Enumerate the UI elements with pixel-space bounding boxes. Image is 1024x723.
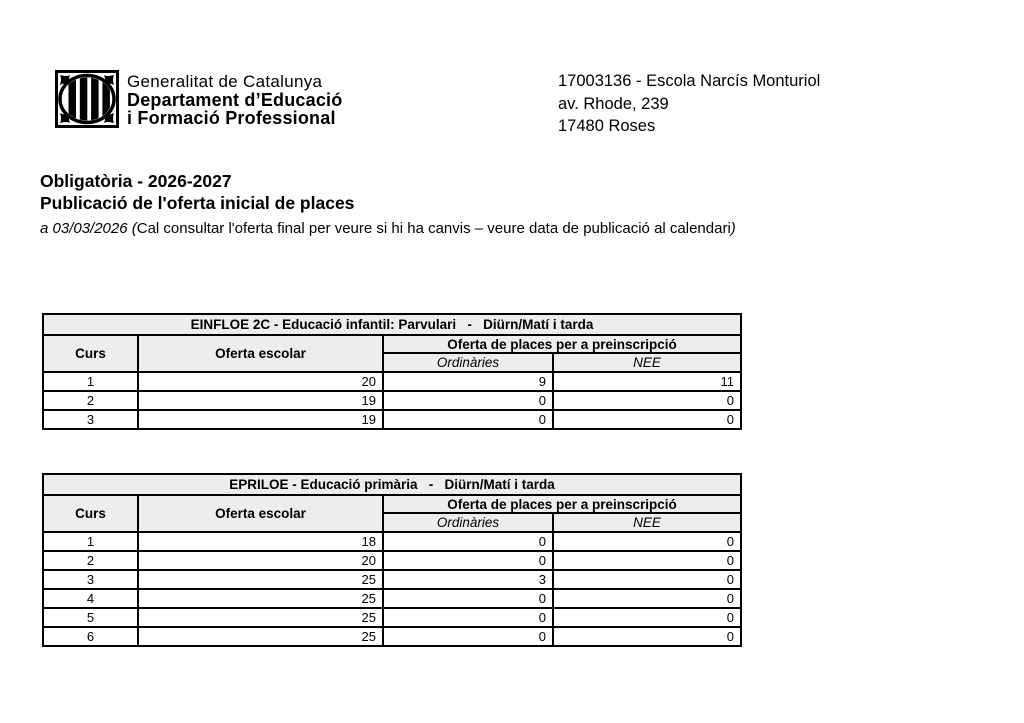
cell-oferta-escolar: 20 — [138, 372, 383, 391]
offer-table-eprilo — [42, 473, 742, 647]
col-header-oferta-escolar: Oferta escolar — [138, 495, 383, 532]
cell-ordinaries: 0 — [383, 410, 553, 429]
cell-oferta-escolar: 19 — [138, 410, 383, 429]
cell-nee: 0 — [553, 608, 741, 627]
note-close: ) — [730, 220, 736, 237]
organization-block — [127, 73, 342, 127]
cell-curs: 3 — [43, 410, 138, 429]
cell-oferta-escolar: 25 — [138, 570, 383, 589]
note-date: a 03/03/2026 ( — [40, 220, 137, 237]
cell-oferta-escolar: 25 — [138, 627, 383, 646]
table-header-row — [43, 495, 741, 513]
generalitat-logo-icon — [55, 70, 119, 128]
cell-ordinaries: 0 — [383, 627, 553, 646]
cell-curs: 2 — [43, 551, 138, 570]
col-header-ordinaries: Ordinàries — [383, 513, 553, 532]
col-header-curs: Curs — [43, 495, 138, 532]
table-title-row — [43, 314, 741, 335]
col-header-nee: NEE — [553, 513, 741, 532]
cell-ordinaries: 0 — [383, 551, 553, 570]
table-row — [43, 410, 741, 429]
cell-ordinaries: 3 — [383, 570, 553, 589]
cell-oferta-escolar: 19 — [138, 391, 383, 410]
cell-ordinaries: 0 — [383, 391, 553, 410]
publication-note — [40, 218, 736, 240]
col-header-preinscripcio: Oferta de places per a preinscripció — [383, 335, 741, 353]
school-city: 17480 Roses — [558, 117, 656, 135]
cell-ordinaries: 9 — [383, 372, 553, 391]
org-name: Generalitat de Catalunya — [127, 72, 323, 91]
cell-nee: 0 — [553, 570, 741, 589]
cell-oferta-escolar: 25 — [138, 608, 383, 627]
table-title-row — [43, 474, 741, 495]
cell-oferta-escolar: 20 — [138, 551, 383, 570]
org-department: Departament d’Educació — [127, 90, 343, 110]
school-street: av. Rhode, 239 — [558, 94, 669, 113]
table-title: EPRILOE - Educació primària - Diürn/Matí i tarda — [43, 474, 741, 495]
table-row — [43, 372, 741, 391]
table-row — [43, 627, 741, 646]
title-block — [40, 170, 736, 240]
table-title: EINFLOE 2C - Educació infantil: Parvulari - Diürn/Matí i tarda — [43, 314, 741, 335]
cell-ordinaries: 0 — [383, 532, 553, 551]
cell-oferta-escolar: 18 — [138, 532, 383, 551]
col-header-nee: NEE — [553, 353, 741, 372]
cell-curs: 3 — [43, 570, 138, 589]
col-header-preinscripcio: Oferta de places per a preinscripció — [383, 495, 741, 513]
col-header-curs: Curs — [43, 335, 138, 372]
table-row — [43, 532, 741, 551]
cell-nee: 0 — [553, 410, 741, 429]
cell-nee: 0 — [553, 627, 741, 646]
org-department-2: i Formació Professional — [127, 108, 336, 128]
cell-curs: 1 — [43, 532, 138, 551]
table-row — [43, 589, 741, 608]
school-address-block — [558, 70, 820, 138]
stage-year-title: Obligatòria - 2026-2027 — [40, 171, 232, 191]
cell-curs: 6 — [43, 627, 138, 646]
col-header-ordinaries: Ordinàries — [383, 353, 553, 372]
cell-nee: 0 — [553, 589, 741, 608]
publication-title: Publicació de l'oferta inicial de places — [40, 193, 355, 213]
note-body: Cal consultar l'oferta final per veure si hi ha canvis – veure data de publicació al calendari — [136, 220, 731, 237]
school-code-name: 17003136 - Escola Narcís Monturiol — [558, 72, 821, 90]
cell-nee: 0 — [553, 391, 741, 410]
table-header-row — [43, 335, 741, 353]
col-header-oferta-escolar: Oferta escolar — [138, 335, 383, 372]
table-row — [43, 608, 741, 627]
table-row — [43, 391, 741, 410]
cell-curs: 1 — [43, 372, 138, 391]
cell-curs: 5 — [43, 608, 138, 627]
cell-oferta-escolar: 25 — [138, 589, 383, 608]
cell-curs: 2 — [43, 391, 138, 410]
cell-curs: 4 — [43, 589, 138, 608]
cell-ordinaries: 0 — [383, 589, 553, 608]
cell-nee: 11 — [553, 372, 741, 391]
cell-ordinaries: 0 — [383, 608, 553, 627]
offer-table-einfloe — [42, 313, 742, 430]
cell-nee: 0 — [553, 551, 741, 570]
table-row — [43, 570, 741, 589]
table-row — [43, 551, 741, 570]
cell-nee: 0 — [553, 532, 741, 551]
